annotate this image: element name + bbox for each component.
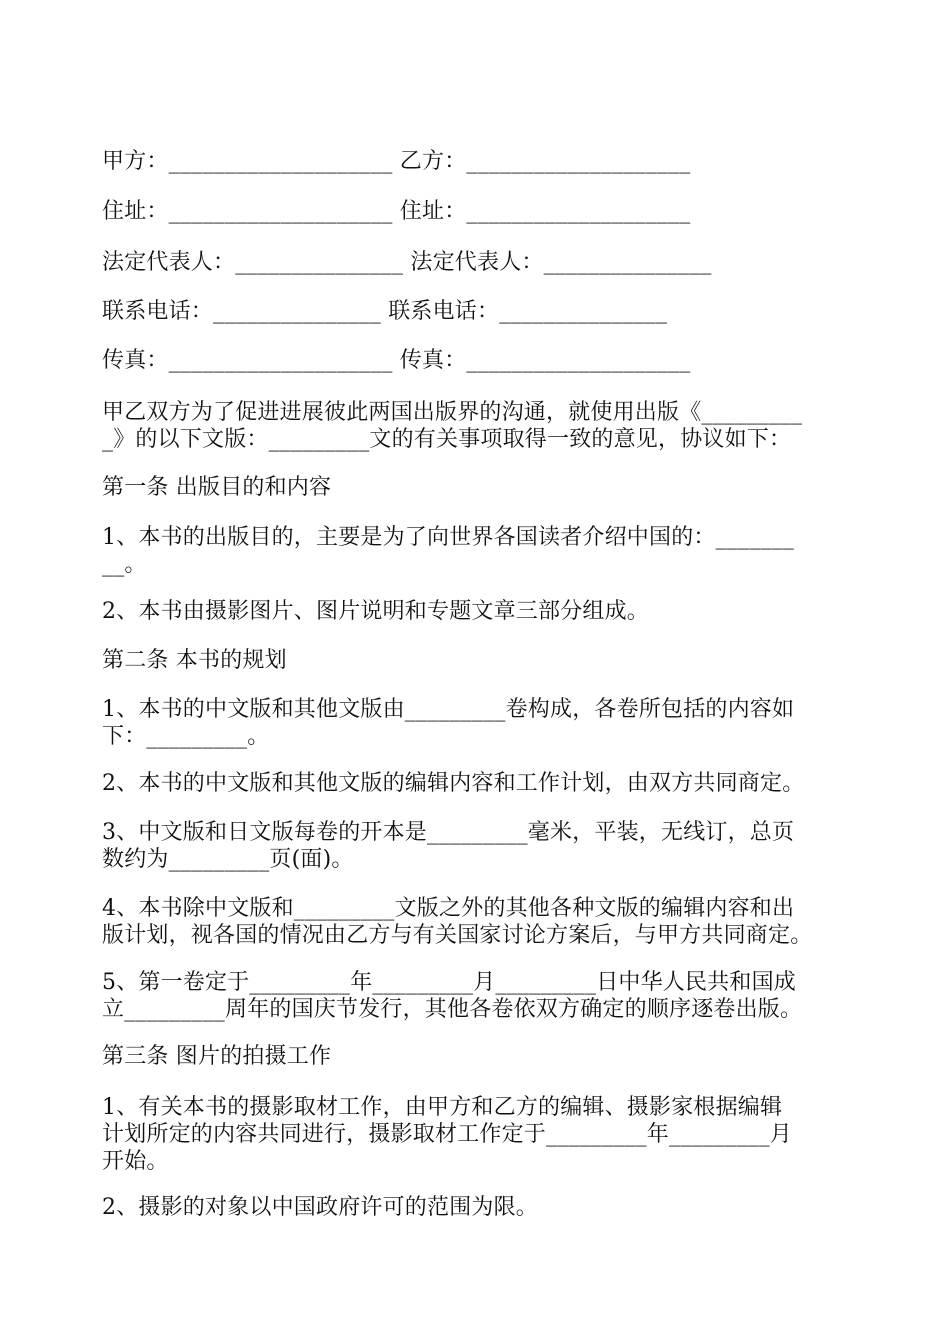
article-2-clause-4-line-1: 4、本书除中文版和_________文版之外的其他各种文版的编辑内容和出 (102, 896, 795, 921)
article-2-clause-5-line-1: 5、第一卷定于_________年_________月_________日中华人民共和国成 (102, 970, 796, 995)
article-1-clause-1-line-1: 1、本书的出版目的，主要是为了向世界各国读者介绍中国的：_______ (102, 525, 794, 550)
article-2-heading: 第二条 本书的规划 (102, 648, 287, 673)
article-2-clause-4-line-2: 版计划，视各国的情况由乙方与有关国家讨论方案后，与甲方共同商定。 (102, 923, 813, 948)
article-3-clause-2: 2、摄影的对象以中国政府许可的范围为限。 (102, 1195, 538, 1220)
article-2-clause-3-line-1: 3、中文版和日文版每卷的开本是_________毫米，平装，无线订，总页 (102, 820, 795, 845)
preamble-line-2: _》的以下文版：_________文的有关事项取得一致的意见，协议如下： (102, 427, 792, 452)
article-3-clause-1-line-2: 计划所定的内容共同进行，摄影取材工作定于_________年_________月 (102, 1122, 793, 1147)
article-2-clause-1-line-1: 1、本书的中文版和其他文版由_________卷构成，各卷所包括的内容如 (102, 697, 795, 722)
article-1-clause-2: 2、本书由摄影图片、图片说明和专题文章三部分组成。 (102, 599, 649, 624)
address-line: 住址：____________________ 住址：____________________ (102, 199, 691, 224)
article-1-clause-1-line-2: __。 (102, 552, 147, 577)
article-2-clause-1-line-2: 下：_________。 (102, 724, 270, 749)
preamble-line-1: 甲乙双方为了促进进展彼此两国出版界的沟通，就使用出版《_________ (102, 400, 803, 425)
article-2-clause-3-line-2: 数约为_________页(面)。 (102, 847, 354, 872)
legal-representative-line: 法定代表人：_______________ 法定代表人：_______________ (102, 250, 712, 275)
article-1-heading: 第一条 出版目的和内容 (102, 475, 332, 500)
article-2-clause-2: 2、本书的中文版和其他文版的编辑内容和工作计划，由双方共同商定。 (102, 771, 805, 796)
article-3-clause-1-line-3: 开始。 (102, 1149, 169, 1174)
fax-line: 传真：____________________ 传真：____________________ (102, 348, 691, 373)
article-3-heading: 第三条 图片的拍摄工作 (102, 1044, 332, 1069)
party-name-line: 甲方：____________________ 乙方：____________________ (102, 149, 691, 174)
article-3-clause-1-line-1: 1、有关本书的摄影取材工作，由甲方和乙方的编辑、摄影家根据编辑 (102, 1095, 783, 1120)
article-2-clause-5-line-2: 立_________周年的国庆节发行，其他各卷依双方确定的顺序逐卷出版。 (102, 997, 803, 1022)
phone-line: 联系电话：_______________ 联系电话：_______________ (102, 299, 668, 324)
